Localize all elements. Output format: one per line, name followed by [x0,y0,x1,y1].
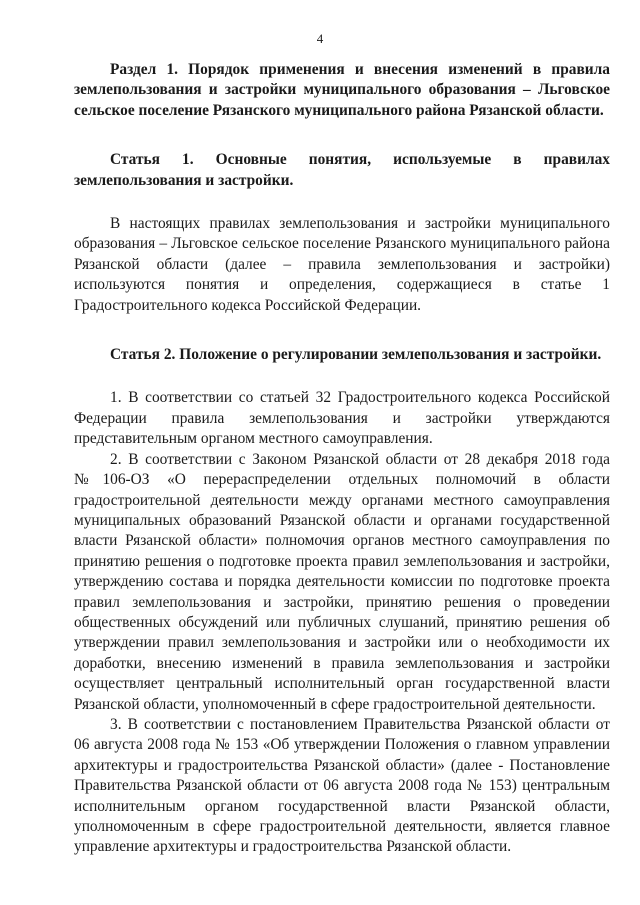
document-body [74,60,610,858]
article-2-paragraph-3: 3. В соответствии с постановлением Правительства Рязанской области от 06 августа 2008 года № 153 «Об утверждении Положения о главном управлении архитектуры и градостроительства Рязанской области» (далее - Постановление Правительства Рязанской области от 06 августа 2008 года № 153) центральным исполнительным органом государственной власти Рязанской области, уполномоченным в сфере градостроительной деятельности, является главное управление архитектуры и градостроительства Рязанской области. [74,715,610,856]
article-1-paragraph: В настоящих правилах землепользования и застройки муниципального образования – Льговское сельское поселение Рязанского муниципального района Рязанской области (далее – правила землепользования и застройки) используются понятия и определения, содержащиеся в статье 1 Градостроительного кодекса Российской Федерации. [74,215,610,314]
article-2-paragraph-1: 1. В соответствии со статьей 32 Градостроительного кодекса Российской Федерации правила землепользования и застройки утверждаются представительным органом местного самоуправления. [74,389,610,448]
article-2-paragraph-2: 2. В соответствии с Законом Рязанской области от 28 декабря 2018 года №106-ОЗ «О перераспределении отдельных полномочий в области градостроительной деятельности между органами местного самоуправления муниципальных образований Рязанской области и органами государственной власти Рязанской области» полномочия органов местного самоуправления по принятию решения о подготовке проекта правил землепользования и застройки, утверждению состава и порядка деятельности комиссии по подготовке проекта правил землепользования и застройки, принятию решения о проведении общественных обсуждений или публичных слушаний, принятию решения об утверждении правил землепользования и застройки или о необходимости их доработки, внесению изменений в правила землепользования и застройки осуществляет центральный исполнительный орган государственной власти Рязанской области, уполномоченный в сфере градостроительной деятельности. [74,450,610,713]
article-2-heading: Статья 2. Положение о регулировании землепользования и застройки. [110,346,602,364]
section-heading: Раздел 1. Порядок применения и внесения изменений в правила землепользования и застройки муниципального образования – Льговское сельское поселение Рязанского муниципального района Рязанской области. [74,61,610,119]
article-1-heading: Статья 1. Основные понятия, используемые в правилах землепользования и застройки. [74,151,610,189]
page-number: 4 [316,31,324,46]
